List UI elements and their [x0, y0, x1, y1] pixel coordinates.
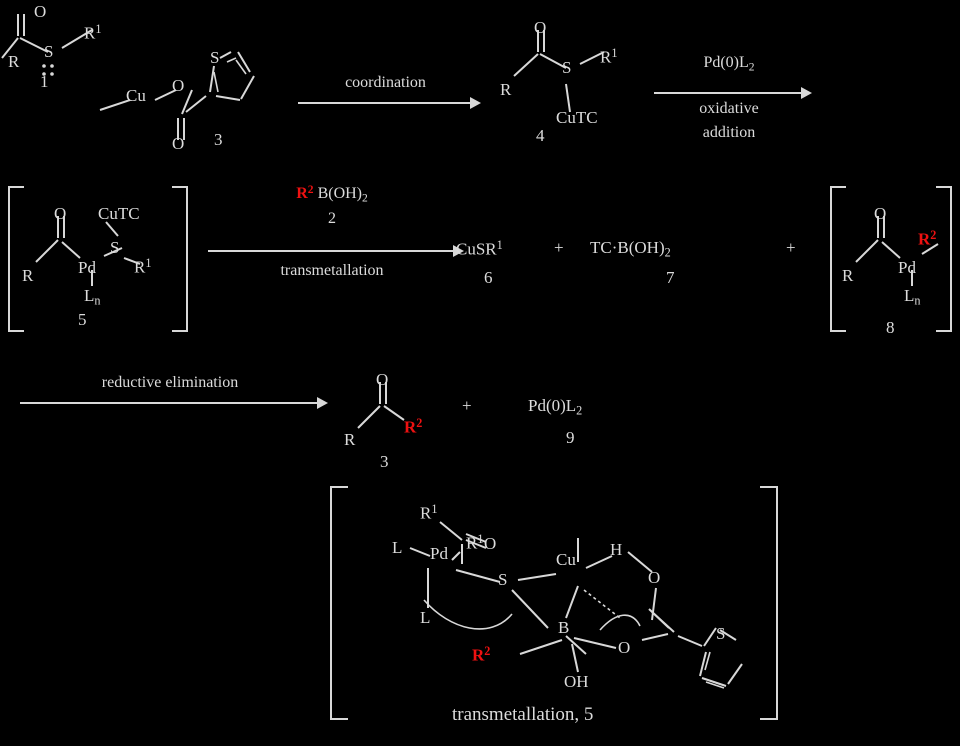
atom-o-8: O [874, 204, 887, 223]
arrow-label-boronic-acid: $R^2$ $B(OH)_2$ [296, 184, 368, 205]
ts-caption: transmetallation, 5 [452, 704, 594, 725]
species-number-4: 4 [536, 126, 545, 145]
atom-cutc-4: CuTC [556, 108, 598, 127]
atom-s-1: S [44, 42, 54, 61]
arrow-label-coordination: coordination [345, 74, 426, 91]
atom-s-thiophene-3: S [210, 48, 220, 67]
atom-rlabel-ts: $R^1$ [466, 532, 484, 553]
species-number-3: 3 [214, 130, 223, 149]
atom-o-ester-3: O [172, 76, 185, 95]
atom-r1-ts: $R^1$ [420, 502, 438, 523]
atom-o-carbonyl-3: O [172, 134, 185, 153]
arrow-label-addition: addition [702, 124, 756, 141]
atom-ln-8: $L_n$ [904, 286, 921, 308]
species-number-7: 7 [666, 268, 675, 287]
arrow-label-transmetallation: transmetallation [280, 262, 384, 279]
atom-o-right-ts: O [648, 568, 661, 587]
atom-r-4: R [500, 80, 512, 99]
atom-pd-5: Pd [78, 258, 96, 277]
species-number-8: 8 [886, 318, 895, 337]
species-cusr1: CuSR$^1$ [456, 238, 503, 259]
arrow-label-oxidative: oxidative [699, 100, 759, 117]
atom-r1-5: $R^1$ [134, 256, 152, 277]
atom-b-ts: B [558, 618, 570, 637]
species-tc-boh2: $TC\cdot B(OH)_2$ [590, 238, 671, 260]
atom-r-5: R [22, 266, 34, 285]
plus-sign-3: + [462, 396, 472, 415]
atom-r2-8: $R^2$ [918, 228, 937, 249]
species-number-1: 1 [40, 72, 49, 91]
atom-o-product3: O [376, 370, 389, 389]
atom-l1-ts: L [392, 538, 403, 557]
atom-s-thiophene-ts: S [716, 624, 726, 643]
atom-oh-ts: OH [564, 672, 589, 691]
arrow-label-reagent-number: 2 [328, 210, 336, 227]
atom-r2-product3: $R^2$ [404, 416, 423, 437]
atom-o-1: O [34, 2, 47, 21]
atom-cu-ts: Cu [556, 550, 576, 569]
atom-r1-4: $R^1$ [600, 46, 618, 67]
arrow-label-pd0l2: $Pd(0)L_2$ [703, 54, 755, 74]
atom-ln-5: $L_n$ [84, 286, 101, 308]
atom-cu-3: Cu [126, 86, 146, 105]
atom-s-4: S [562, 58, 572, 77]
plus-sign-2: + [786, 238, 796, 257]
atom-o-bottom-ts: O [618, 638, 631, 657]
atom-r1-1: $R^1$ [84, 22, 102, 43]
atom-r-product3: R [344, 430, 356, 449]
atom-cutc-5: CuTC [98, 204, 140, 223]
atom-s-ts: S [498, 570, 508, 589]
plus-sign-1: + [554, 238, 564, 257]
species-number-9: 9 [566, 428, 575, 447]
atom-s-5: S [110, 238, 120, 257]
atom-o-acyl-ts: O [484, 534, 497, 553]
atom-pd-ts: Pd [430, 544, 448, 563]
atom-pd-8: Pd [898, 258, 916, 277]
species-pd0l2: $Pd(0)L_2$ [528, 396, 583, 418]
atom-r2-ts: $R^2$ [472, 644, 491, 665]
atom-h-ts: H [610, 540, 623, 559]
atom-o-5: O [54, 204, 67, 223]
atom-l2-ts: L [420, 608, 431, 627]
species-number-3-product: 3 [380, 452, 389, 471]
atom-r-1: R [8, 52, 20, 71]
species-number-5: 5 [78, 310, 87, 329]
atom-r-8: R [842, 266, 854, 285]
arrow-label-reductive: reductive elimination [101, 374, 239, 391]
species-number-6: 6 [484, 268, 493, 287]
atom-o-4: O [534, 18, 547, 37]
